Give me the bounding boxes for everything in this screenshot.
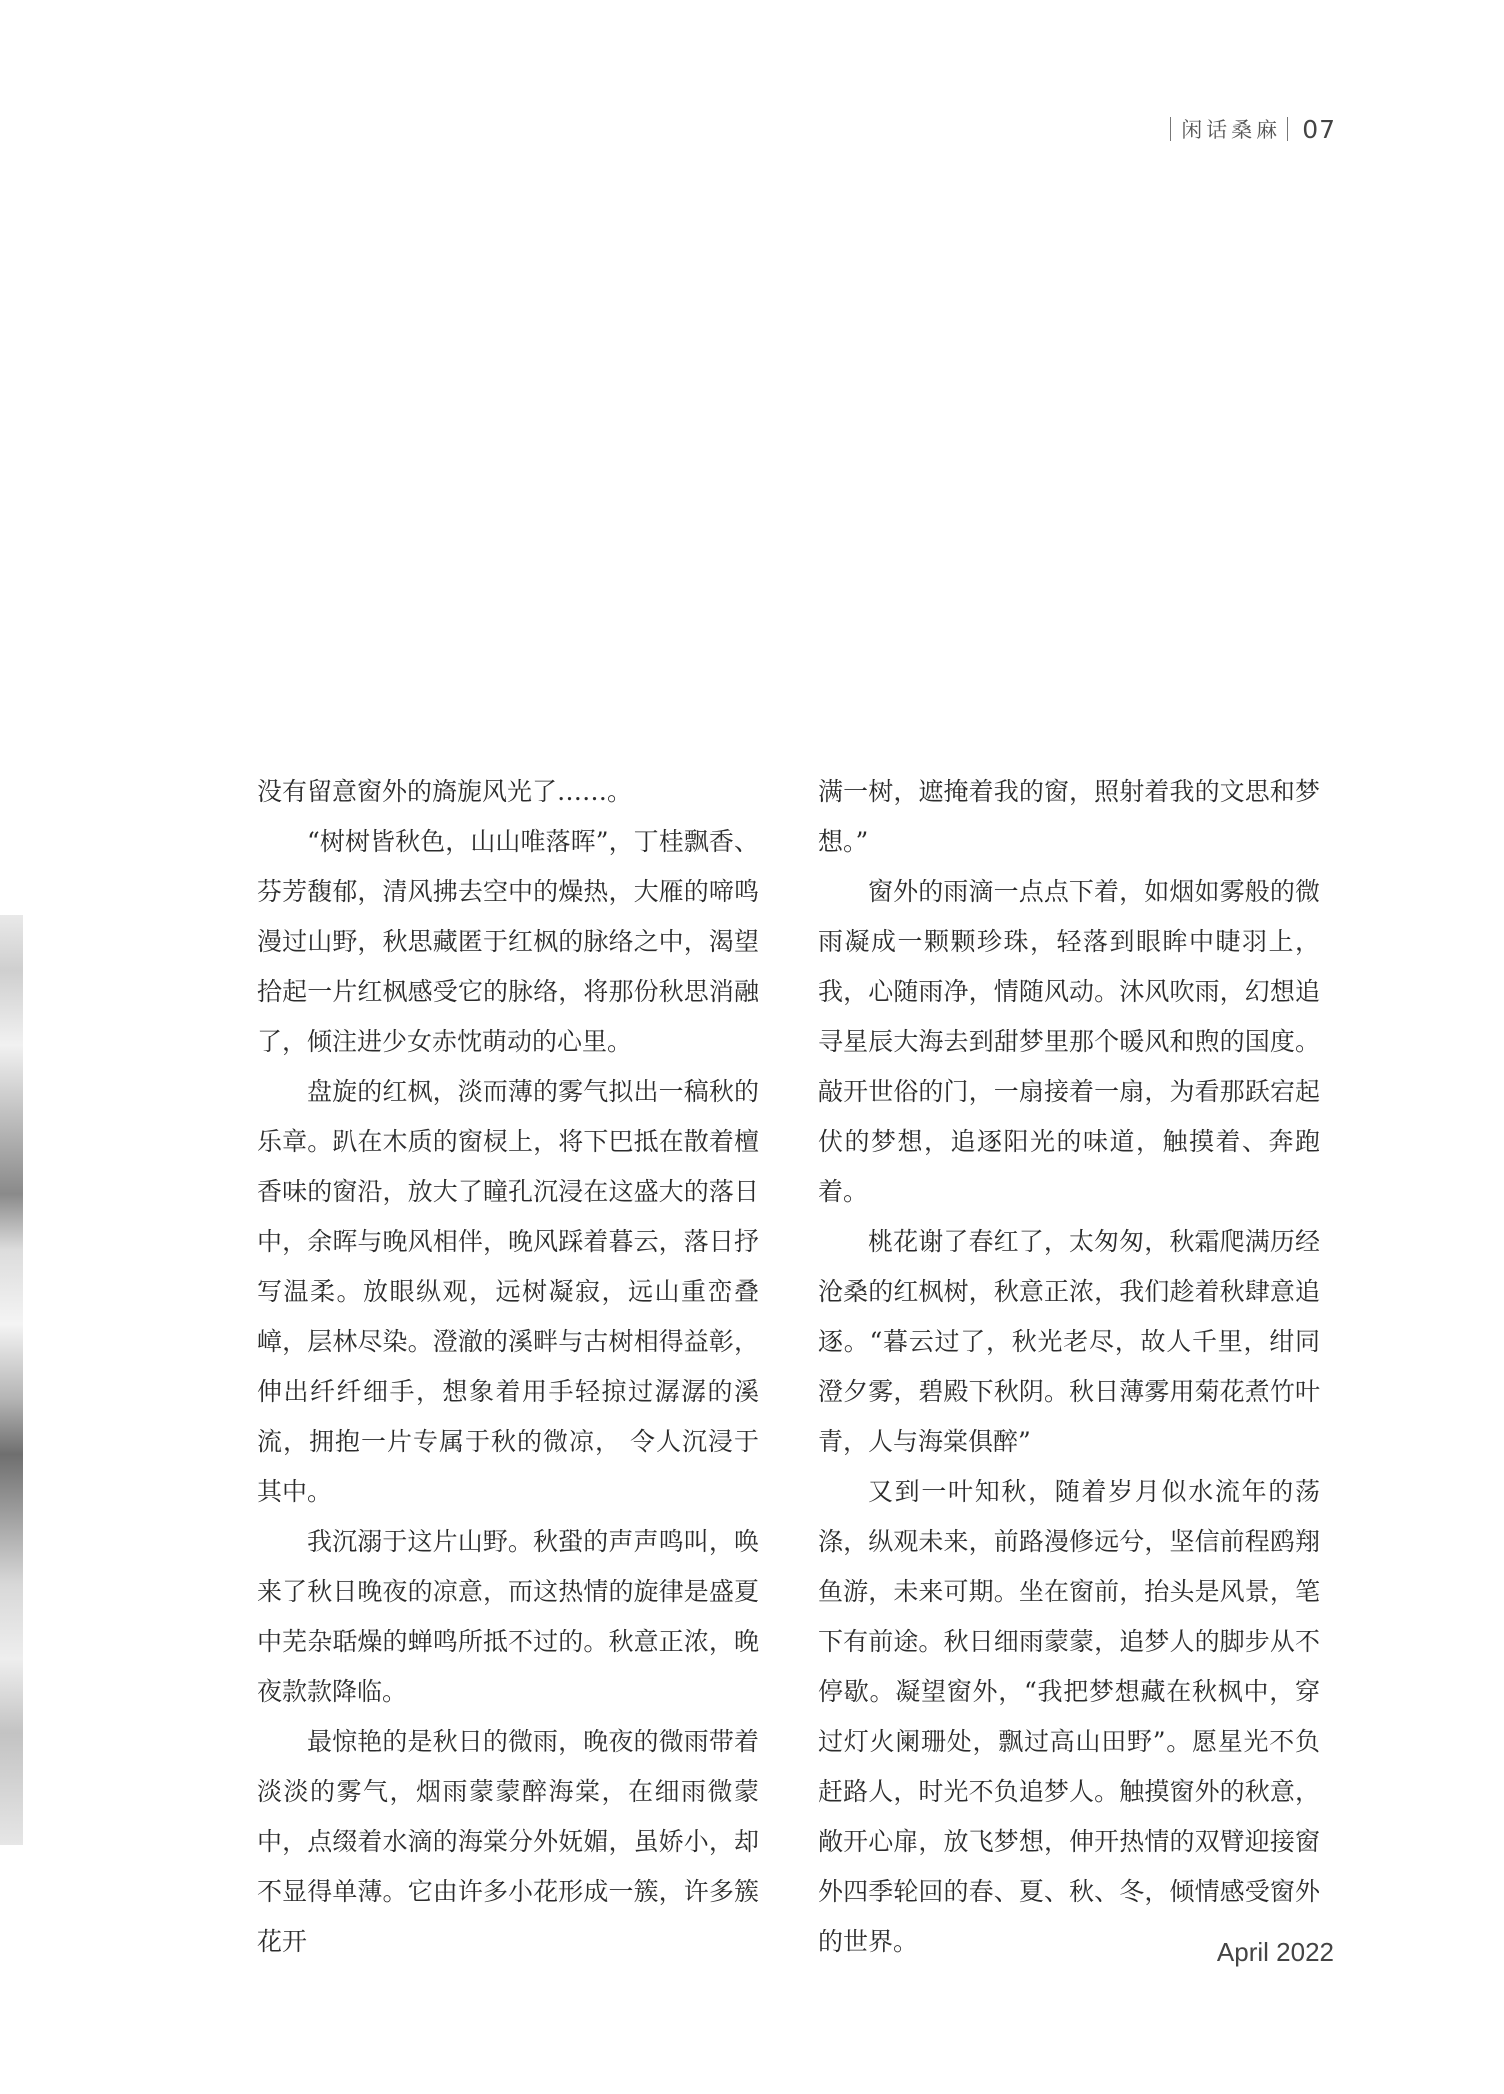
paragraph: 窗外的雨滴一点点下着，如烟如雾般的微雨凝成一颗颗珍珠，轻落到眼眸中睫羽上，我，心随雨净，情随风动。沐风吹雨，幻想追寻星辰大海去到甜梦里那个暖风和煦的国度。敲开世俗的门，一扇接着一扇，为看那跃宕起伏的梦想，追逐阳光的味道，触摸着、奔跑着。: [818, 877, 1320, 1206]
landscape-photo-edge: [0, 915, 23, 1845]
header-divider-right: [1287, 117, 1288, 141]
article-column-right: [818, 767, 1320, 1967]
paragraph: 盘旋的红枫，淡而薄的雾气拟出一稿秋的乐章。趴在木质的窗棂上，将下巴抵在散着檀香味的窗沿，放大了瞳孔沉浸在这盛大的落日中，余晖与晚风相伴，晚风踩着暮云，落日抒写温柔。放眼纵观，远树凝寂，远山重峦叠嶂，层林尽染。澄澈的溪畔与古树相得益彰，伸出纤纤细手，想象着用手轻掠过潺潺的溪流，拥抱一片专属于秋的微凉， 令人沉浸于其中。: [257, 1077, 759, 1506]
article-column-left: [257, 767, 759, 1967]
header-divider-left: [1170, 117, 1171, 141]
paragraph: 满一树，遮掩着我的窗，照射着我的文思和梦想。”: [818, 777, 1320, 856]
issue-date: April 2022: [1216, 1937, 1334, 1967]
paragraph: “树树皆秋色，山山唯落晖”，丁桂飘香、芬芳馥郁，清风拂去空中的燥热，大雁的啼鸣漫过山野，秋思藏匿于红枫的脉络之中，渴望拾起一片红枫感受它的脉络，将那份秋思消融了，倾注进少女赤忱萌动的心里。: [257, 827, 759, 1056]
page-header: [1170, 114, 1336, 144]
paragraph: 又到一叶知秋，随着岁月似水流年的荡涤，纵观未来，前路漫修远兮，坚信前程鸥翔鱼游，未来可期。坐在窗前，抬头是风景，笔下有前途。秋日细雨蒙蒙，追梦人的脚步从不停歇。凝望窗外，“我把梦想藏在秋枫中，穿过灯火阑珊处，飘过高山田野”。愿星光不负赶路人，时光不负追梦人。触摸窗外的秋意，敞开心扉，放飞梦想，伸开热情的双臂迎接窗外四季轮回的春、夏、秋、冬，倾情感受窗外的世界。: [818, 1477, 1320, 1956]
paragraph: 最惊艳的是秋日的微雨，晚夜的微雨带着淡淡的雾气，烟雨蒙蒙醉海棠，在细雨微蒙中，点缀着水滴的海棠分外妩媚，虽娇小，却不显得单薄。它由许多小花形成一簇，许多簇花开: [257, 1727, 759, 1956]
page-number: 07: [1302, 114, 1336, 144]
section-title: 闲话桑麻: [1181, 118, 1282, 142]
paragraph: 桃花谢了春红了，太匆匆，秋霜爬满历经沧桑的红枫树，秋意正浓，我们趁着秋肆意追逐。“暮云过了，秋光老尽，故人千里，绀同澄夕雾，碧殿下秋阴。秋日薄雾用菊花煮竹叶青，人与海棠俱醉”: [818, 1227, 1320, 1456]
paragraph: 没有留意窗外的旖旎风光了……。: [257, 777, 633, 806]
paragraph: 我沉溺于这片山野。秋蛩的声声鸣叫，唤来了秋日晚夜的凉意，而这热情的旋律是盛夏中芜杂聒燥的蝉鸣所抵不过的。秋意正浓，晚夜款款降临。: [257, 1527, 759, 1706]
